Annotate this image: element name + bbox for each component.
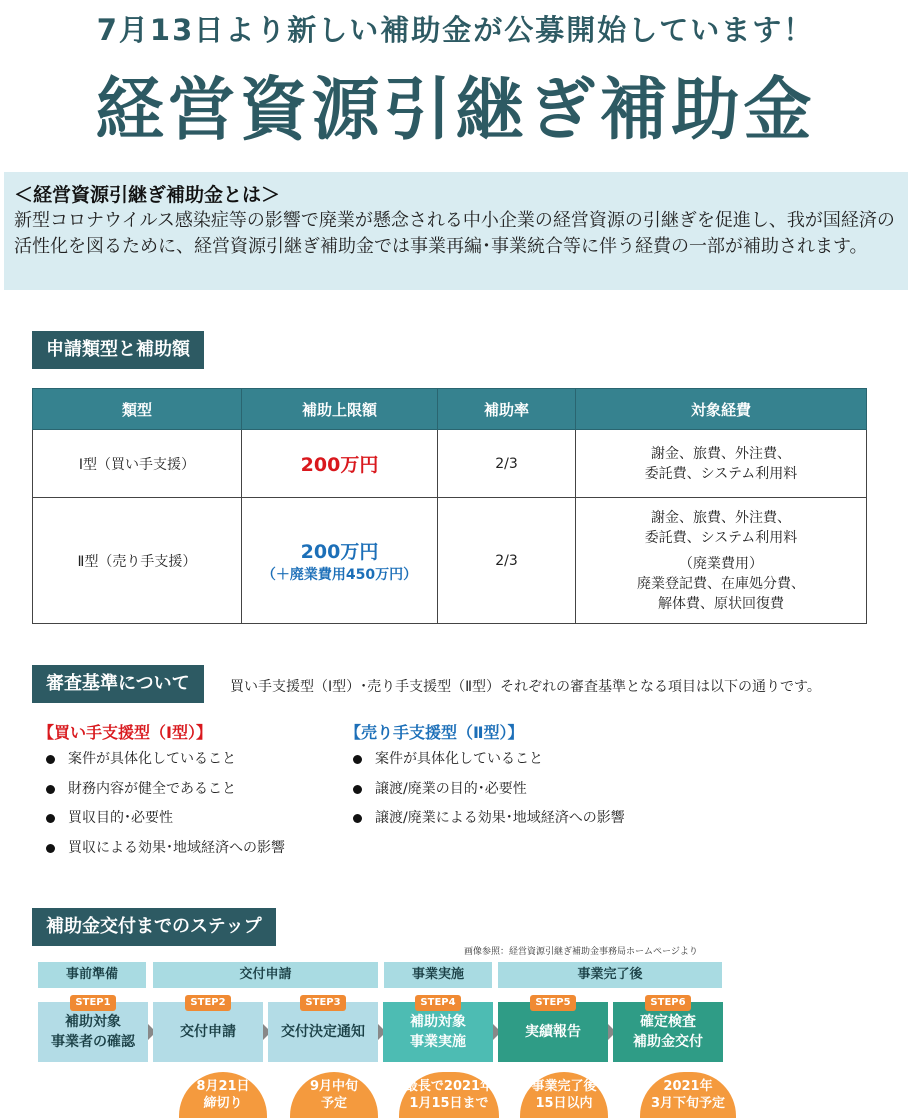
expenses-cell xyxy=(576,430,867,498)
phase-application: 交付申請 xyxy=(153,962,378,988)
list-item: 買収目的･必要性 xyxy=(38,804,285,834)
step-card xyxy=(613,1002,723,1062)
step-card xyxy=(38,1002,148,1062)
step-badge: STEP6 xyxy=(645,995,691,1011)
deadline-text: 15日以内 xyxy=(535,1096,593,1111)
step-card xyxy=(153,1002,263,1062)
list-item: 買収による効果･地域経済への影響 xyxy=(38,834,285,864)
list-item: 案件が具体化していること xyxy=(345,745,625,775)
step-badge: STEP4 xyxy=(415,995,461,1011)
step-text: 交付決定通知 xyxy=(281,1024,365,1040)
table-header-rate: 補助率 xyxy=(438,389,576,430)
expense-line: 委託費、システム利用料 xyxy=(644,465,798,482)
phase-after-completion: 事業完了後 xyxy=(498,962,722,988)
step-text: 事業者の確認 xyxy=(51,1034,135,1050)
phase-implementation: 事業実施 xyxy=(384,962,492,988)
list-item: 譲渡/廃業の目的･必要性 xyxy=(345,775,625,805)
deadline-text: 9月中旬 xyxy=(309,1079,359,1094)
step-text: 確定検査 xyxy=(640,1014,696,1030)
expense-line: 謝金、旅費、外注費、 xyxy=(651,445,791,462)
section-label-review-criteria: 審査基準について xyxy=(32,665,204,703)
subsidy-table xyxy=(32,388,867,624)
table-header-expenses: 対象経費 xyxy=(576,389,867,430)
deadline-bubble xyxy=(179,1072,267,1118)
rate-cell: 2/3 xyxy=(438,498,576,624)
step-text: 補助金交付 xyxy=(633,1034,703,1050)
step-badge: STEP2 xyxy=(185,995,231,1011)
deadline-text: 2021年 xyxy=(663,1079,713,1094)
step-card xyxy=(383,1002,493,1062)
table-header-amount: 補助上限額 xyxy=(242,389,438,430)
step-card xyxy=(498,1002,608,1062)
section-label-steps: 補助金交付までのステップ xyxy=(32,908,276,946)
step-text: 事業実施 xyxy=(410,1034,466,1050)
buyer-criteria-list xyxy=(38,745,285,863)
deadline-bubble xyxy=(290,1072,378,1118)
expense-line: 解体費、原状回復費 xyxy=(658,595,784,612)
section-label-subsidy-types: 申請類型と補助額 xyxy=(32,331,204,369)
type-cell: Ⅰ型（買い手支援） xyxy=(33,430,242,498)
deadline-text: 事業完了後 xyxy=(531,1079,597,1094)
deadline-bubble xyxy=(399,1072,499,1118)
image-source-note: 画像参照：経営資源引継ぎ補助金事務局ホームページより xyxy=(464,947,698,957)
expenses-cell xyxy=(576,498,867,624)
step-text: 補助対象 xyxy=(410,1014,466,1030)
review-description: 買い手支援型（Ⅰ型）･売り手支援型（Ⅱ型）それぞれの審査基準となる項目は以下の通りです。 xyxy=(230,679,821,695)
amount-note: （＋廃業費用450万円） xyxy=(261,567,418,583)
expense-line: 委託費、システム利用料 xyxy=(644,529,798,546)
list-item: 譲渡/廃業による効果･地域経済への影響 xyxy=(345,804,625,834)
step-badge: STEP3 xyxy=(300,995,346,1011)
step-text: 交付申請 xyxy=(180,1024,236,1040)
table-header-row xyxy=(33,389,867,430)
expense-line: 謝金、旅費、外注費、 xyxy=(651,509,791,526)
list-item: 財務内容が健全であること xyxy=(38,775,285,805)
buyer-criteria-heading: 【買い手支援型（Ⅰ型）】 xyxy=(38,723,212,742)
type-cell: Ⅱ型（売り手支援） xyxy=(33,498,242,624)
intro-body: 新型コロナウイルス感染症等の影響で廃業が懸念される中小企業の経営資源の引継ぎを促進し、我が国経済の活性化を図るために、経営資源引継ぎ補助金では事業再編･事業統合等に伴う経費の一部が補助されます。 xyxy=(14,210,895,257)
step-badge: STEP5 xyxy=(530,995,576,1011)
expense-line: （廃業費用） xyxy=(679,555,763,572)
deadline-text: 8月21日 xyxy=(196,1079,250,1094)
intro-heading: ＜経営資源引継ぎ補助金とは＞ xyxy=(14,184,281,206)
expense-line: 廃業登記費、在庫処分費、 xyxy=(637,575,805,592)
seller-criteria-list xyxy=(345,745,625,834)
amount-cell xyxy=(242,430,438,498)
page-subtitle: 7月13日より新しい補助金が公募開始しています！ xyxy=(96,13,815,47)
table-header-type: 類型 xyxy=(33,389,242,430)
phase-preparation: 事前準備 xyxy=(38,962,146,988)
intro-box xyxy=(4,172,908,290)
seller-criteria-heading: 【売り手支援型（Ⅱ型）】 xyxy=(345,723,524,742)
amount-value: 200万円 xyxy=(300,454,379,476)
rate-cell: 2/3 xyxy=(438,430,576,498)
deadline-text: 最長で2021年 xyxy=(404,1079,494,1094)
page-title: 経営資源引継ぎ補助金 xyxy=(95,71,816,150)
deadline-text: 3月下旬予定 xyxy=(650,1096,726,1111)
step-text: 実績報告 xyxy=(525,1024,581,1040)
deadline-text: 1月15日まで xyxy=(409,1096,489,1111)
amount-cell xyxy=(242,498,438,624)
step-badge: STEP1 xyxy=(70,995,116,1011)
deadline-text: 締切り xyxy=(203,1096,243,1111)
step-card xyxy=(268,1002,378,1062)
list-item: 案件が具体化していること xyxy=(38,745,285,775)
deadline-bubble xyxy=(640,1072,736,1118)
step-text: 補助対象 xyxy=(65,1014,121,1030)
deadline-bubble xyxy=(520,1072,608,1118)
table-row xyxy=(33,430,867,498)
deadline-text: 予定 xyxy=(320,1096,347,1111)
table-row xyxy=(33,498,867,624)
amount-value: 200万円 xyxy=(300,541,379,563)
